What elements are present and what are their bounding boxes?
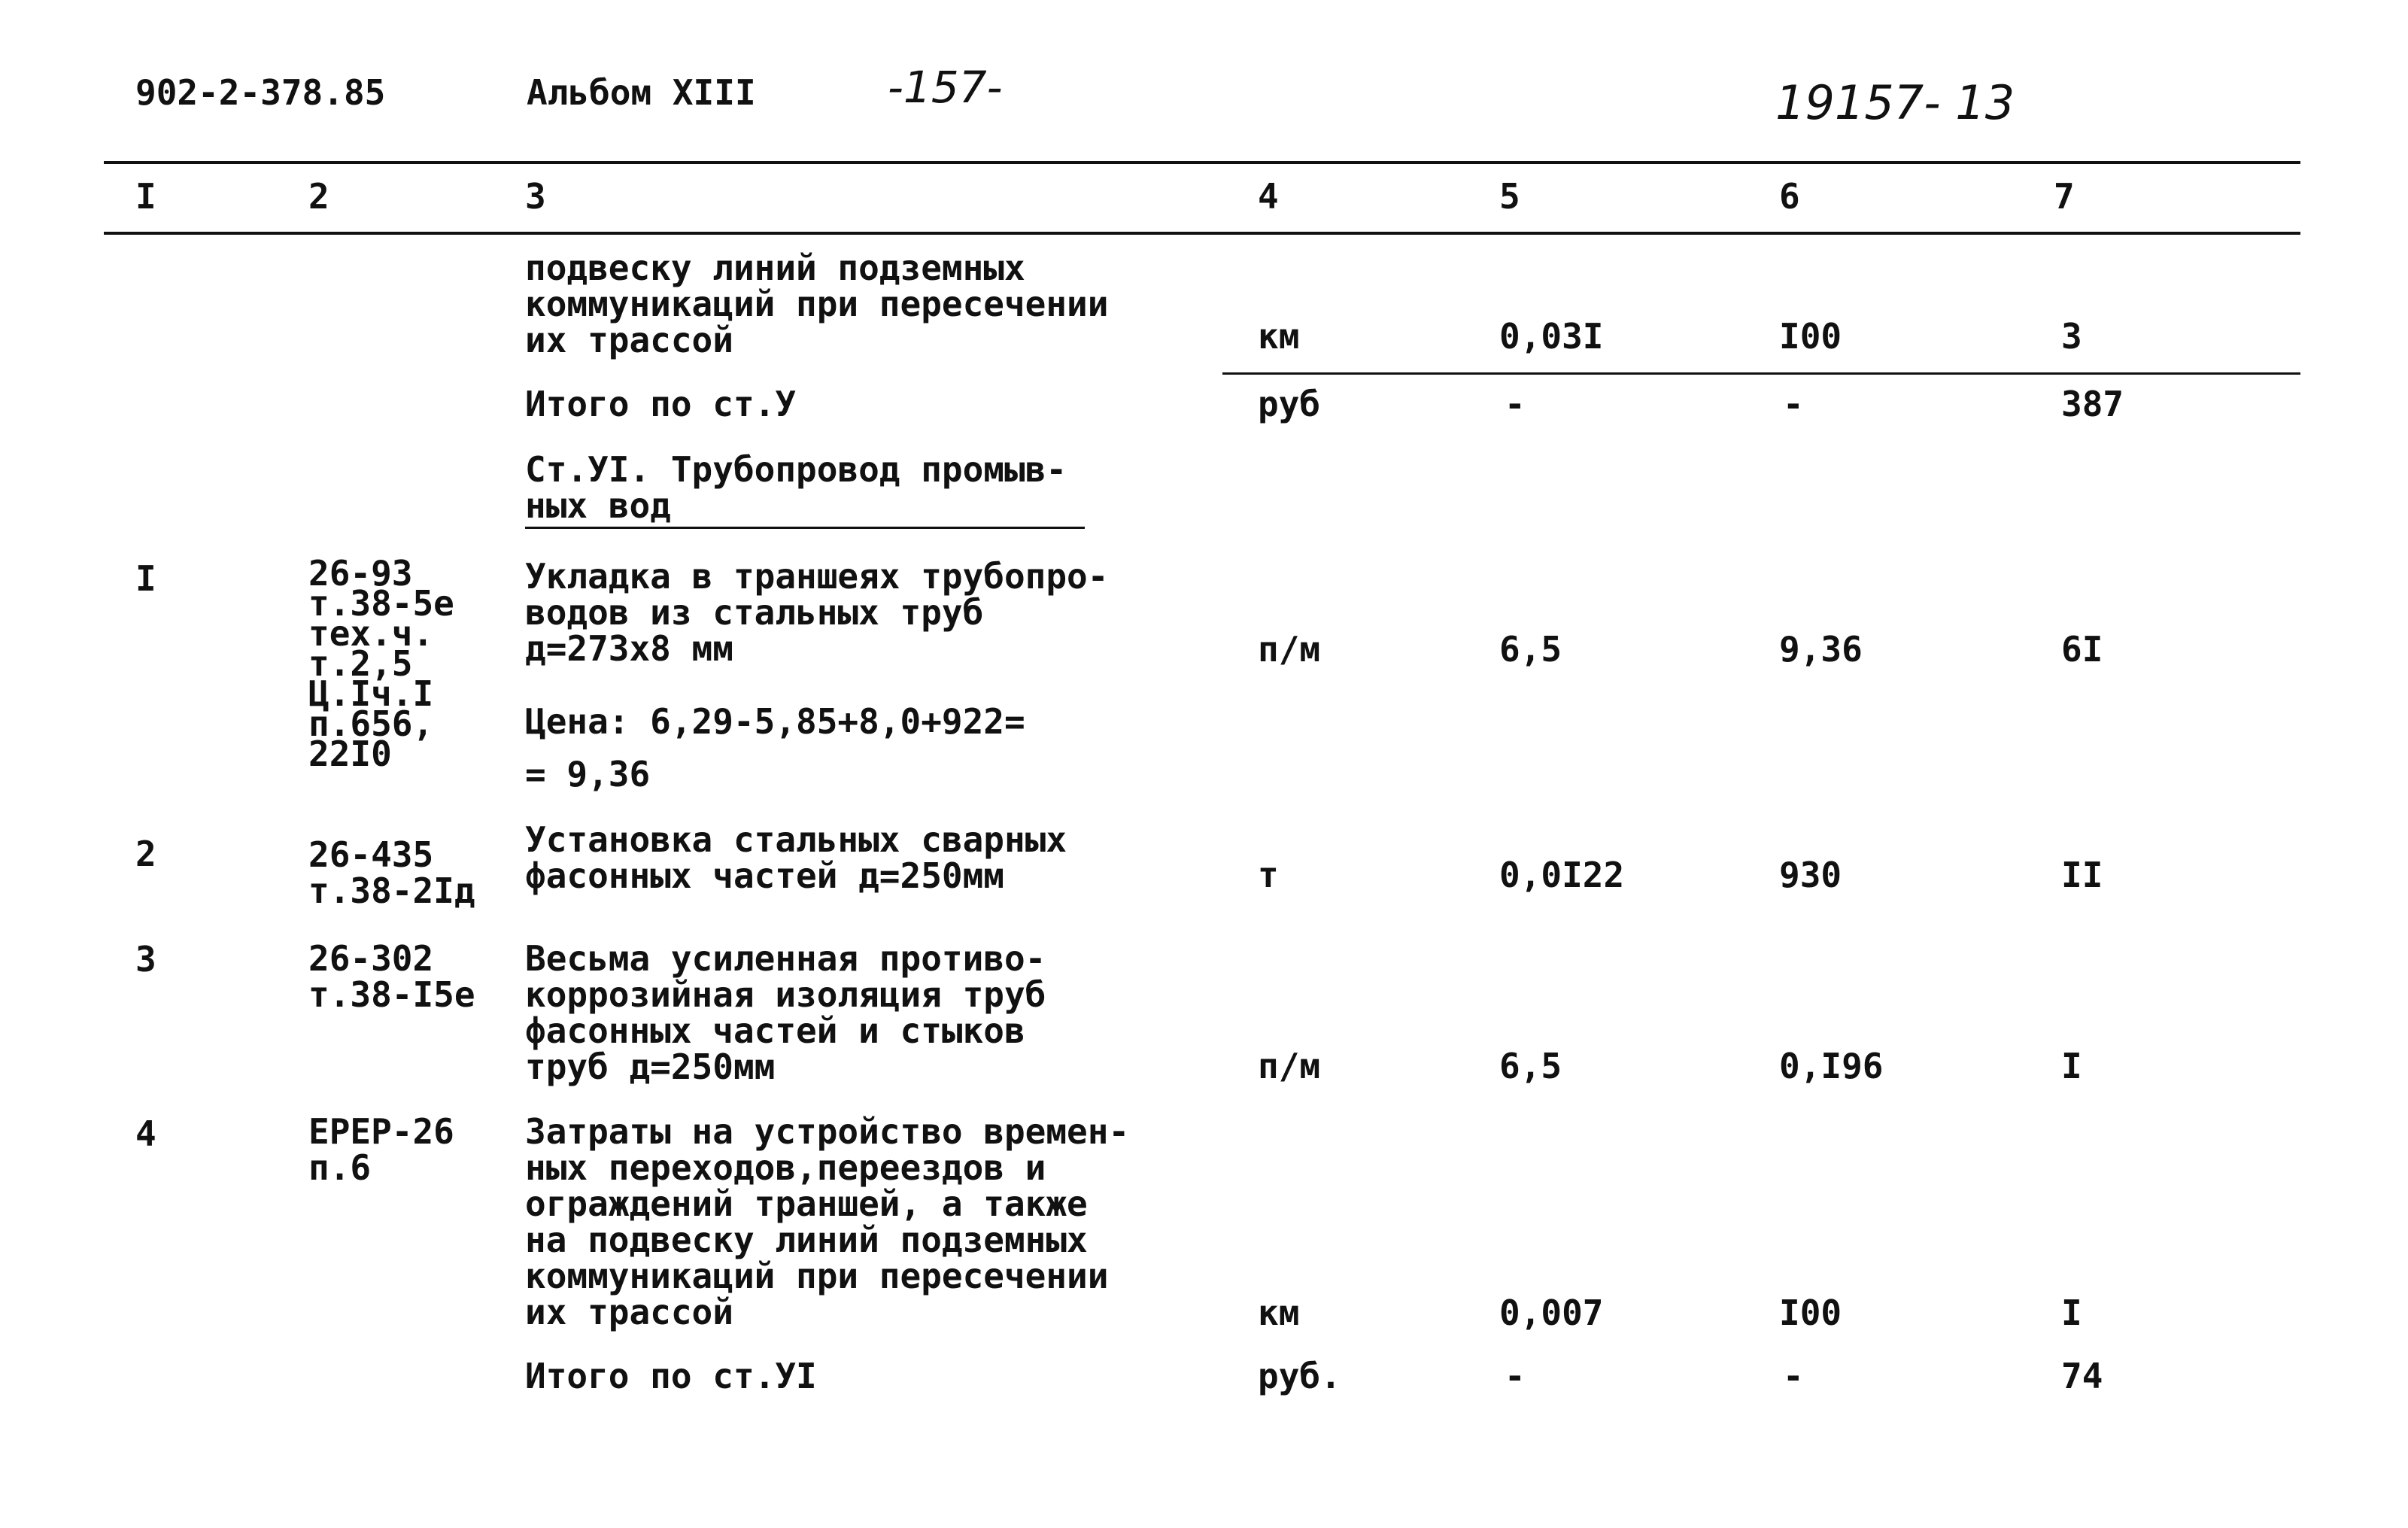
row-total: I (2061, 1293, 2082, 1333)
row-number: 2 (135, 834, 156, 874)
row-number: 4 (135, 1113, 156, 1154)
row-price: I00 (1779, 1293, 1842, 1333)
subtotal-total: 387 (2061, 384, 2124, 424)
page-number: -157- (888, 62, 1003, 113)
price-formula: Цена: 6,29-5,85+8,0+922= = 9,36 (525, 701, 1025, 794)
column-header-2: 2 (308, 176, 329, 217)
subtotal-total: 74 (2061, 1356, 2103, 1396)
row-unit: п/м (1258, 629, 1321, 670)
row-quantity: 0,007 (1499, 1293, 1604, 1333)
section-heading-underline (525, 527, 1085, 529)
row-total: II (2061, 855, 2103, 895)
subtotal-quantity: - (1505, 384, 1526, 424)
row-price: 0,I96 (1779, 1046, 1884, 1086)
column-header-4: 4 (1258, 176, 1279, 217)
subtotal-price: - (1783, 384, 1804, 424)
row-description: Затраты на устройство времен- ных переходов,переездов и ограждений траншей, а также на подвеску линий подземных коммуникаций при пересечении их трассой (525, 1111, 1130, 1332)
column-header-6: 6 (1779, 176, 1800, 217)
row-quantity: 0,03I (1499, 316, 1604, 357)
table-header-rule (104, 232, 2300, 235)
row-price: I00 (1779, 316, 1842, 357)
document-number: 19157- 13 (1775, 75, 2015, 130)
subtotal-unit: руб. (1258, 1356, 1341, 1396)
column-header-5: 5 (1499, 176, 1520, 217)
row-quantity: 6,5 (1499, 629, 1562, 670)
row-description: Установка стальных сварных фасонных частей д=250мм (525, 819, 1067, 896)
column-header-7: 7 (2054, 176, 2075, 217)
row-description: Весьма усиленная противо- коррозийная изоляция труб фасонных частей и стыков труб д=250мм (525, 938, 1046, 1087)
row-total: 3 (2061, 316, 2082, 357)
row-description: Укладка в траншеях трубопро- водов из стальных труб д=273х8 мм (525, 556, 1109, 669)
row-unit: км (1258, 1293, 1300, 1333)
subtotal-quantity: - (1505, 1356, 1526, 1396)
column-header-1: I (135, 176, 156, 217)
row-total: 6I (2061, 629, 2103, 670)
document-code: 902-2-378.85 (135, 72, 386, 113)
section-heading: Ст.УI. Трубопровод промыв- ных вод (525, 449, 1067, 526)
subtotal-label: Итого по ст.УI (525, 1356, 817, 1396)
album-label: Альбом XIII (527, 72, 756, 113)
row-reference: 26-93 т.38-5е тех.ч. т.2,5 Ц.Iч.I п.656, 22I0 (308, 553, 454, 774)
subtotal-rule (1222, 372, 2300, 375)
row-number: 3 (135, 939, 156, 980)
row-reference: ЕРЕР-26 п.6 (308, 1111, 454, 1188)
table-top-rule (104, 161, 2300, 164)
subtotal-price: - (1783, 1356, 1804, 1396)
row-reference: 26-302 т.38-I5е (308, 938, 475, 1015)
row-unit: п/м (1258, 1046, 1321, 1086)
subtotal-label: Итого по ст.У (525, 384, 797, 424)
row-unit: км (1258, 316, 1300, 357)
column-header-3: 3 (525, 176, 546, 217)
row-price: 9,36 (1779, 629, 1863, 670)
row-unit: т (1258, 855, 1279, 895)
row-price: 930 (1779, 855, 1842, 895)
row-quantity: 0,0I22 (1499, 855, 1625, 895)
row-number: I (135, 558, 156, 599)
row-quantity: 6,5 (1499, 1046, 1562, 1086)
row-reference: 26-435 т.38-2Iд (308, 834, 475, 911)
row-total: I (2061, 1046, 2082, 1086)
subtotal-unit: руб (1258, 384, 1321, 424)
row-description: подвеску линий подземных коммуникаций при пересечении их трассой (525, 248, 1109, 360)
